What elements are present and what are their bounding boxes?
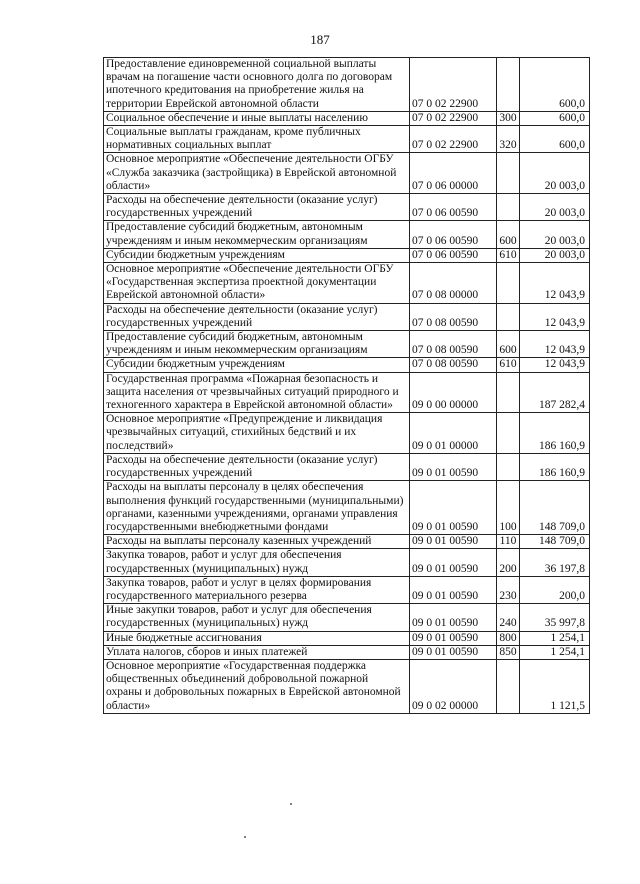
row-name: Уплата налогов, сборов и иных платежей	[104, 645, 410, 659]
table-row	[104, 631, 590, 645]
row-code: 07 0 06 00590	[410, 221, 497, 248]
row-expense-type	[497, 453, 520, 480]
table-row	[104, 549, 590, 576]
row-amount: 35 997,8	[520, 604, 590, 631]
table-row	[104, 481, 590, 535]
row-expense-type	[497, 263, 520, 304]
row-name: Расходы на выплаты персоналу в целях обеспечения выполнения функций государственными (муниципальными) органами, казенными учреждениями, органами управления государственными внебюджетными фондами	[104, 481, 410, 535]
row-name: Основное мероприятие «Государственная поддержка общественных объединений добровольной пожарной охраны и добровольных пожарных в Еврейской автономной области»	[104, 659, 410, 713]
table-row	[104, 263, 590, 304]
row-expense-type	[497, 58, 520, 112]
row-code: 07 0 08 00590	[410, 358, 497, 372]
row-name: Расходы на обеспечение деятельности (оказание услуг) государственных учреждений	[104, 453, 410, 480]
row-name: Предоставление единовременной социальной выплаты врачам на погашение части основного долга по договорам ипотечного кредитования на приобретение жилья на территории Еврейской автономной области	[104, 58, 410, 112]
row-name: Закупка товаров, работ и услуг в целях формирования государственного материального резерва	[104, 576, 410, 603]
row-amount: 200,0	[520, 576, 590, 603]
row-code: 09 0 00 00000	[410, 372, 497, 413]
row-expense-type	[497, 413, 520, 454]
row-amount: 36 197,8	[520, 549, 590, 576]
scan-speck	[244, 836, 246, 838]
row-amount: 1 254,1	[520, 645, 590, 659]
row-expense-type	[497, 659, 520, 713]
row-name: Иные бюджетные ассигнования	[104, 631, 410, 645]
budget-table	[103, 57, 590, 714]
row-name: Закупка товаров, работ и услуг для обеспечения государственных (муниципальных) нужд	[104, 549, 410, 576]
row-expense-type: 100	[497, 481, 520, 535]
row-name: Основное мероприятие «Обеспечение деятельности ОГБУ «Служба заказчика (застройщика) в Еврейской автономной области»	[104, 153, 410, 194]
row-code: 07 0 02 22900	[410, 111, 497, 125]
row-amount: 600,0	[520, 111, 590, 125]
table-row	[104, 535, 590, 549]
row-code: 09 0 01 00590	[410, 576, 497, 603]
row-amount: 12 043,9	[520, 303, 590, 330]
row-name: Государственная программа «Пожарная безопасность и защита населения от чрезвычайных ситуаций природного и техногенного характера в Еврейской автономной области»	[104, 372, 410, 413]
row-amount: 600,0	[520, 126, 590, 153]
row-expense-type	[497, 153, 520, 194]
table-row	[104, 659, 590, 713]
row-amount: 1 254,1	[520, 631, 590, 645]
table-row	[104, 576, 590, 603]
row-code: 07 0 08 00590	[410, 331, 497, 358]
row-amount: 600,0	[520, 58, 590, 112]
row-name: Субсидии бюджетным учреждениям	[104, 358, 410, 372]
row-amount: 20 003,0	[520, 153, 590, 194]
row-code: 07 0 08 00590	[410, 303, 497, 330]
row-amount: 148 709,0	[520, 535, 590, 549]
row-expense-type: 600	[497, 331, 520, 358]
row-code: 07 0 02 22900	[410, 58, 497, 112]
row-code: 07 0 08 00000	[410, 263, 497, 304]
table-row	[104, 194, 590, 221]
table-row	[104, 358, 590, 372]
row-amount: 12 043,9	[520, 263, 590, 304]
row-name: Субсидии бюджетным учреждениям	[104, 248, 410, 262]
row-name: Социальные выплаты гражданам, кроме публичных нормативных социальных выплат	[104, 126, 410, 153]
row-amount: 20 003,0	[520, 221, 590, 248]
row-name: Предоставление субсидий бюджетным, автономным учреждениям и иным некоммерческим организациям	[104, 221, 410, 248]
table-body	[104, 58, 590, 714]
row-expense-type: 610	[497, 358, 520, 372]
row-amount: 20 003,0	[520, 248, 590, 262]
table-row	[104, 453, 590, 480]
row-expense-type: 800	[497, 631, 520, 645]
row-amount: 12 043,9	[520, 358, 590, 372]
row-code: 07 0 02 22900	[410, 126, 497, 153]
row-expense-type: 850	[497, 645, 520, 659]
row-expense-type: 610	[497, 248, 520, 262]
table-row	[104, 645, 590, 659]
row-name: Расходы на выплаты персоналу казенных учреждений	[104, 535, 410, 549]
table-row	[104, 58, 590, 112]
row-amount: 20 003,0	[520, 194, 590, 221]
row-code: 09 0 02 00000	[410, 659, 497, 713]
row-code: 09 0 01 00590	[410, 481, 497, 535]
row-expense-type: 240	[497, 604, 520, 631]
row-code: 09 0 01 00590	[410, 549, 497, 576]
row-expense-type: 110	[497, 535, 520, 549]
scan-speck	[290, 803, 292, 805]
table-row	[104, 303, 590, 330]
row-expense-type: 600	[497, 221, 520, 248]
row-code: 09 0 01 00590	[410, 535, 497, 549]
row-name: Расходы на обеспечение деятельности (оказание услуг) государственных учреждений	[104, 194, 410, 221]
row-name: Предоставление субсидий бюджетным, автономным учреждениям и иным некоммерческим организациям	[104, 331, 410, 358]
row-code: 09 0 01 00590	[410, 604, 497, 631]
table-row	[104, 126, 590, 153]
row-code: 07 0 06 00590	[410, 248, 497, 262]
table-row	[104, 372, 590, 413]
row-expense-type	[497, 194, 520, 221]
table-row	[104, 604, 590, 631]
row-expense-type: 300	[497, 111, 520, 125]
table-row	[104, 331, 590, 358]
row-amount: 1 121,5	[520, 659, 590, 713]
row-name: Расходы на обеспечение деятельности (оказание услуг) государственных учреждений	[104, 303, 410, 330]
row-code: 09 0 01 00000	[410, 413, 497, 454]
row-name: Основное мероприятие «Предупреждение и ликвидация чрезвычайных ситуаций, стихийных бедствий и их последствий»	[104, 413, 410, 454]
row-expense-type: 230	[497, 576, 520, 603]
row-code: 07 0 06 00590	[410, 194, 497, 221]
table-row	[104, 153, 590, 194]
table-row	[104, 248, 590, 262]
row-amount: 148 709,0	[520, 481, 590, 535]
row-name: Основное мероприятие «Обеспечение деятельности ОГБУ «Государственная экспертиза проектной документации Еврейской автономной области»	[104, 263, 410, 304]
page-number: 187	[310, 32, 330, 47]
table-row	[104, 221, 590, 248]
row-amount: 187 282,4	[520, 372, 590, 413]
row-name: Иные закупки товаров, работ и услуг для обеспечения государственных (муниципальных) нужд	[104, 604, 410, 631]
row-expense-type: 320	[497, 126, 520, 153]
row-expense-type	[497, 372, 520, 413]
table-row	[104, 413, 590, 454]
table-row	[104, 111, 590, 125]
row-expense-type	[497, 303, 520, 330]
row-amount: 186 160,9	[520, 413, 590, 454]
row-code: 09 0 01 00590	[410, 645, 497, 659]
row-code: 07 0 06 00000	[410, 153, 497, 194]
row-name: Социальное обеспечение и иные выплаты населению	[104, 111, 410, 125]
row-code: 09 0 01 00590	[410, 631, 497, 645]
row-expense-type: 200	[497, 549, 520, 576]
row-amount: 186 160,9	[520, 453, 590, 480]
row-amount: 12 043,9	[520, 331, 590, 358]
row-code: 09 0 01 00590	[410, 453, 497, 480]
